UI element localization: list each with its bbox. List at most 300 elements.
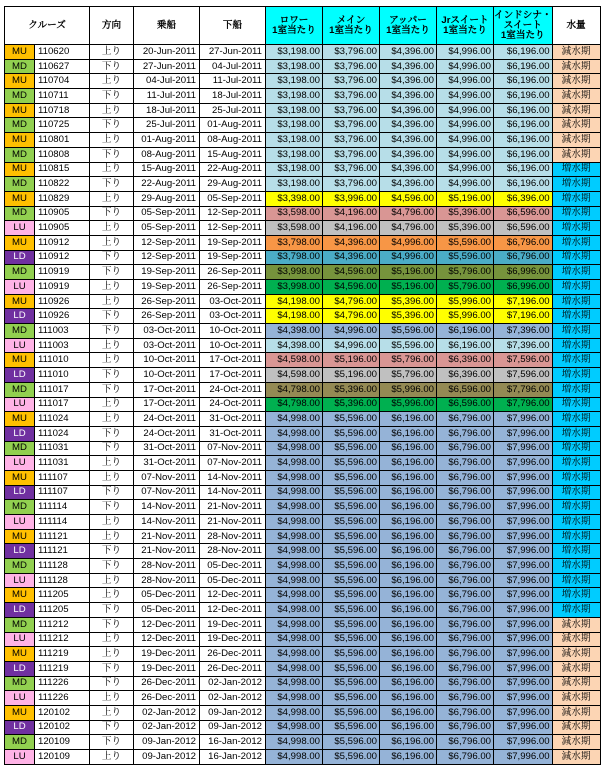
indochine-suite-price-cell: $7,796.00 <box>494 397 553 412</box>
direction-cell: 上り <box>90 456 134 471</box>
jr-suite-price-cell: $6,796.00 <box>437 485 494 500</box>
cruise-number-cell: 110919 <box>35 280 90 295</box>
direction-cell: 下り <box>90 661 134 676</box>
direction-cell: 下り <box>90 309 134 324</box>
lower-price-cell: $4,398.00 <box>266 324 323 339</box>
disembark-date-cell: 19-Sep-2011 <box>200 235 266 250</box>
upper-price-cell: $4,996.00 <box>380 235 437 250</box>
cruise-number-cell: 110808 <box>35 147 90 162</box>
upper-price-cell: $4,396.00 <box>380 118 437 133</box>
table-row <box>5 103 601 118</box>
main-price-cell: $5,596.00 <box>323 456 380 471</box>
direction-cell: 下り <box>90 177 134 192</box>
table-row <box>5 74 601 89</box>
lower-price-cell: $4,998.00 <box>266 426 323 441</box>
water-level-cell: 減水期 <box>552 133 600 148</box>
table-row <box>5 515 601 530</box>
boarding-date-cell: 26-Sep-2011 <box>134 309 200 324</box>
lower-price-cell: $4,598.00 <box>266 368 323 383</box>
indochine-suite-price-cell: $7,996.00 <box>494 426 553 441</box>
disembark-date-cell: 29-Aug-2011 <box>200 177 266 192</box>
disembark-date-cell: 25-Jul-2011 <box>200 103 266 118</box>
boarding-date-cell: 31-Oct-2011 <box>134 441 200 456</box>
table-row <box>5 544 601 559</box>
water-level-cell: 減水期 <box>552 676 600 691</box>
indochine-suite-price-cell: $6,196.00 <box>494 45 553 60</box>
cruise-code-cell: LU <box>5 691 35 706</box>
water-level-cell: 増水期 <box>552 177 600 192</box>
cruise-code-cell: MD <box>5 500 35 515</box>
upper-price-cell: $5,196.00 <box>380 265 437 280</box>
upper-price-cell: $4,396.00 <box>380 74 437 89</box>
table-row <box>5 632 601 647</box>
water-level-cell: 減水期 <box>552 750 600 765</box>
table-row <box>5 661 601 676</box>
cruise-number-cell: 110815 <box>35 162 90 177</box>
water-level-cell: 減水期 <box>552 632 600 647</box>
upper-price-cell: $4,396.00 <box>380 45 437 60</box>
upper-price-cell: $5,396.00 <box>380 309 437 324</box>
main-price-cell: $5,396.00 <box>323 397 380 412</box>
boarding-date-cell: 26-Sep-2011 <box>134 294 200 309</box>
cruise-code-cell: MD <box>5 206 35 221</box>
lower-price-cell: $4,598.00 <box>266 353 323 368</box>
disembark-date-cell: 05-Dec-2011 <box>200 573 266 588</box>
indochine-suite-price-cell: $6,196.00 <box>494 74 553 89</box>
indochine-suite-price-cell: $7,996.00 <box>494 529 553 544</box>
cruise-number-cell: 110926 <box>35 294 90 309</box>
indochine-suite-price-cell: $7,996.00 <box>494 661 553 676</box>
indochine-suite-price-cell: $6,996.00 <box>494 265 553 280</box>
boarding-date-cell: 08-Aug-2011 <box>134 147 200 162</box>
upper-price-cell: $6,196.00 <box>380 470 437 485</box>
jr-suite-price-cell: $6,196.00 <box>437 324 494 339</box>
water-level-cell: 増水期 <box>552 324 600 339</box>
upper-price-cell: $4,996.00 <box>380 250 437 265</box>
main-price-cell: $3,796.00 <box>323 133 380 148</box>
direction-cell: 下り <box>90 324 134 339</box>
lower-price-cell: $4,998.00 <box>266 735 323 750</box>
cruise-number-cell: 111010 <box>35 353 90 368</box>
cruise-number-cell: 111010 <box>35 368 90 383</box>
header-upper-price: アッパー 1室当たり <box>380 7 437 45</box>
lower-price-cell: $4,798.00 <box>266 382 323 397</box>
disembark-date-cell: 02-Jan-2012 <box>200 676 266 691</box>
boarding-date-cell: 05-Sep-2011 <box>134 221 200 236</box>
main-price-cell: $5,596.00 <box>323 647 380 662</box>
disembark-date-cell: 02-Jan-2012 <box>200 691 266 706</box>
jr-suite-price-cell: $6,796.00 <box>437 529 494 544</box>
jr-suite-price-cell: $6,396.00 <box>437 353 494 368</box>
jr-suite-price-cell: $5,396.00 <box>437 206 494 221</box>
main-price-cell: $5,396.00 <box>323 382 380 397</box>
boarding-date-cell: 28-Nov-2011 <box>134 559 200 574</box>
disembark-date-cell: 12-Dec-2011 <box>200 603 266 618</box>
upper-price-cell: $4,396.00 <box>380 133 437 148</box>
upper-price-cell: $6,196.00 <box>380 632 437 647</box>
jr-suite-price-cell: $4,996.00 <box>437 147 494 162</box>
main-price-cell: $5,596.00 <box>323 691 380 706</box>
direction-cell: 上り <box>90 353 134 368</box>
main-price-cell: $5,596.00 <box>323 588 380 603</box>
upper-price-cell: $5,796.00 <box>380 368 437 383</box>
cruise-code-cell: MU <box>5 191 35 206</box>
lower-price-cell: $4,998.00 <box>266 617 323 632</box>
water-level-cell: 増水期 <box>552 221 600 236</box>
upper-price-cell: $6,196.00 <box>380 412 437 427</box>
boarding-date-cell: 10-Oct-2011 <box>134 368 200 383</box>
cruise-number-cell: 111128 <box>35 573 90 588</box>
lower-price-cell: $4,998.00 <box>266 470 323 485</box>
indochine-suite-price-cell: $6,196.00 <box>494 103 553 118</box>
water-level-cell: 増水期 <box>552 250 600 265</box>
main-price-cell: $5,596.00 <box>323 544 380 559</box>
indochine-suite-price-cell: $7,996.00 <box>494 647 553 662</box>
cruise-code-cell: MU <box>5 235 35 250</box>
boarding-date-cell: 28-Nov-2011 <box>134 573 200 588</box>
boarding-date-cell: 17-Oct-2011 <box>134 382 200 397</box>
direction-cell: 下り <box>90 250 134 265</box>
table-row <box>5 206 601 221</box>
indochine-suite-price-cell: $7,396.00 <box>494 324 553 339</box>
cruise-code-cell: LD <box>5 426 35 441</box>
main-price-cell: $5,596.00 <box>323 573 380 588</box>
main-price-cell: $3,996.00 <box>323 191 380 206</box>
cruise-number-cell: 111121 <box>35 529 90 544</box>
disembark-date-cell: 12-Sep-2011 <box>200 206 266 221</box>
cruise-number-cell: 111114 <box>35 515 90 530</box>
disembark-date-cell: 19-Dec-2011 <box>200 632 266 647</box>
main-price-cell: $5,196.00 <box>323 353 380 368</box>
cruise-number-cell: 111114 <box>35 500 90 515</box>
disembark-date-cell: 31-Oct-2011 <box>200 412 266 427</box>
cruise-code-cell: MU <box>5 353 35 368</box>
main-price-cell: $4,596.00 <box>323 280 380 295</box>
direction-cell: 上り <box>90 338 134 353</box>
direction-cell: 下り <box>90 382 134 397</box>
upper-price-cell: $6,196.00 <box>380 485 437 500</box>
upper-price-cell: $4,396.00 <box>380 89 437 104</box>
upper-price-cell: $6,196.00 <box>380 735 437 750</box>
main-price-cell: $3,796.00 <box>323 147 380 162</box>
indochine-suite-price-cell: $7,996.00 <box>494 750 553 765</box>
lower-price-cell: $3,198.00 <box>266 74 323 89</box>
disembark-date-cell: 24-Oct-2011 <box>200 382 266 397</box>
cruise-code-cell: MU <box>5 470 35 485</box>
water-level-cell: 増水期 <box>552 573 600 588</box>
main-price-cell: $5,596.00 <box>323 705 380 720</box>
jr-suite-price-cell: $6,796.00 <box>437 720 494 735</box>
water-level-cell: 増水期 <box>552 500 600 515</box>
direction-cell: 上り <box>90 588 134 603</box>
jr-suite-price-cell: $6,796.00 <box>437 544 494 559</box>
jr-suite-price-cell: $6,796.00 <box>437 676 494 691</box>
indochine-suite-price-cell: $6,196.00 <box>494 147 553 162</box>
table-row <box>5 573 601 588</box>
indochine-suite-price-cell: $6,396.00 <box>494 191 553 206</box>
upper-price-cell: $4,396.00 <box>380 162 437 177</box>
indochine-suite-price-cell: $7,596.00 <box>494 368 553 383</box>
upper-price-cell: $4,396.00 <box>380 103 437 118</box>
direction-cell: 下り <box>90 426 134 441</box>
indochine-suite-price-cell: $6,796.00 <box>494 235 553 250</box>
jr-suite-price-cell: $4,996.00 <box>437 74 494 89</box>
direction-cell: 下り <box>90 617 134 632</box>
boarding-date-cell: 31-Oct-2011 <box>134 456 200 471</box>
upper-price-cell: $5,196.00 <box>380 280 437 295</box>
cruise-code-cell: LD <box>5 544 35 559</box>
water-level-cell: 減水期 <box>552 661 600 676</box>
main-price-cell: $3,796.00 <box>323 59 380 74</box>
direction-cell: 下り <box>90 206 134 221</box>
main-price-cell: $3,796.00 <box>323 74 380 89</box>
table-row <box>5 750 601 765</box>
boarding-date-cell: 03-Oct-2011 <box>134 324 200 339</box>
indochine-suite-price-cell: $6,596.00 <box>494 221 553 236</box>
indochine-suite-price-cell: $7,996.00 <box>494 603 553 618</box>
header-lower-price: ロワー 1室当たり <box>266 7 323 45</box>
table-row <box>5 265 601 280</box>
indochine-suite-price-cell: $7,996.00 <box>494 470 553 485</box>
cruise-code-cell: MD <box>5 559 35 574</box>
main-price-cell: $5,596.00 <box>323 603 380 618</box>
cruise-code-cell: MU <box>5 705 35 720</box>
boarding-date-cell: 19-Sep-2011 <box>134 280 200 295</box>
cruise-number-cell: 110704 <box>35 74 90 89</box>
cruise-number-cell: 111031 <box>35 456 90 471</box>
jr-suite-price-cell: $6,796.00 <box>437 750 494 765</box>
upper-price-cell: $6,196.00 <box>380 529 437 544</box>
disembark-date-cell: 21-Nov-2011 <box>200 500 266 515</box>
indochine-suite-price-cell: $7,196.00 <box>494 294 553 309</box>
cruise-code-cell: LD <box>5 720 35 735</box>
indochine-suite-price-cell: $7,996.00 <box>494 676 553 691</box>
boarding-date-cell: 07-Nov-2011 <box>134 485 200 500</box>
main-price-cell: $4,396.00 <box>323 235 380 250</box>
main-price-cell: $5,596.00 <box>323 720 380 735</box>
upper-price-cell: $6,196.00 <box>380 500 437 515</box>
boarding-date-cell: 12-Dec-2011 <box>134 617 200 632</box>
main-price-cell: $5,596.00 <box>323 750 380 765</box>
header-disembark: 下船 <box>200 7 266 45</box>
cruise-code-cell: LD <box>5 309 35 324</box>
boarding-date-cell: 04-Jul-2011 <box>134 74 200 89</box>
direction-cell: 上り <box>90 45 134 60</box>
lower-price-cell: $4,998.00 <box>266 632 323 647</box>
direction-cell: 上り <box>90 191 134 206</box>
direction-cell: 下り <box>90 544 134 559</box>
boarding-date-cell: 12-Sep-2011 <box>134 235 200 250</box>
water-level-cell: 増水期 <box>552 162 600 177</box>
cruise-code-cell: MU <box>5 162 35 177</box>
lower-price-cell: $3,198.00 <box>266 45 323 60</box>
table-row <box>5 324 601 339</box>
direction-cell: 下り <box>90 441 134 456</box>
cruise-code-cell: MU <box>5 529 35 544</box>
disembark-date-cell: 24-Oct-2011 <box>200 397 266 412</box>
cruise-number-cell: 110822 <box>35 177 90 192</box>
main-price-cell: $4,196.00 <box>323 221 380 236</box>
disembark-date-cell: 05-Dec-2011 <box>200 559 266 574</box>
cruise-number-cell: 111128 <box>35 559 90 574</box>
jr-suite-price-cell: $4,996.00 <box>437 89 494 104</box>
direction-cell: 下り <box>90 500 134 515</box>
cruise-number-cell: 110801 <box>35 133 90 148</box>
lower-price-cell: $3,198.00 <box>266 59 323 74</box>
cruise-number-cell: 120109 <box>35 750 90 765</box>
lower-price-cell: $3,598.00 <box>266 206 323 221</box>
table-row <box>5 647 601 662</box>
table-row <box>5 735 601 750</box>
water-level-cell: 減水期 <box>552 147 600 162</box>
table-row <box>5 147 601 162</box>
direction-cell: 上り <box>90 74 134 89</box>
table-row <box>5 89 601 104</box>
jr-suite-price-cell: $6,796.00 <box>437 441 494 456</box>
boarding-date-cell: 09-Jan-2012 <box>134 735 200 750</box>
header-indochine-suite-price: インドシナ・ スイート 1室当たり <box>494 7 553 45</box>
table-row <box>5 368 601 383</box>
cruise-code-cell: MU <box>5 412 35 427</box>
table-row <box>5 59 601 74</box>
jr-suite-price-cell: $4,996.00 <box>437 133 494 148</box>
direction-cell: 上り <box>90 470 134 485</box>
table-row <box>5 294 601 309</box>
indochine-suite-price-cell: $7,996.00 <box>494 544 553 559</box>
table-body <box>5 45 601 765</box>
jr-suite-price-cell: $5,996.00 <box>437 309 494 324</box>
boarding-date-cell: 11-Jul-2011 <box>134 89 200 104</box>
lower-price-cell: $4,998.00 <box>266 720 323 735</box>
table-row <box>5 133 601 148</box>
cruise-code-cell: LD <box>5 368 35 383</box>
upper-price-cell: $5,996.00 <box>380 397 437 412</box>
lower-price-cell: $3,398.00 <box>266 191 323 206</box>
main-price-cell: $5,596.00 <box>323 676 380 691</box>
header-row <box>5 7 601 45</box>
table-row <box>5 162 601 177</box>
cruise-code-cell: LU <box>5 573 35 588</box>
lower-price-cell: $3,598.00 <box>266 221 323 236</box>
indochine-suite-price-cell: $7,996.00 <box>494 617 553 632</box>
indochine-suite-price-cell: $6,196.00 <box>494 133 553 148</box>
water-level-cell: 増水期 <box>552 191 600 206</box>
cruise-number-cell: 111107 <box>35 470 90 485</box>
cruise-code-cell: LU <box>5 338 35 353</box>
lower-price-cell: $4,998.00 <box>266 676 323 691</box>
indochine-suite-price-cell: $7,996.00 <box>494 485 553 500</box>
main-price-cell: $5,596.00 <box>323 485 380 500</box>
upper-price-cell: $5,596.00 <box>380 338 437 353</box>
lower-price-cell: $4,998.00 <box>266 529 323 544</box>
lower-price-cell: $4,998.00 <box>266 441 323 456</box>
disembark-date-cell: 16-Jan-2012 <box>200 750 266 765</box>
upper-price-cell: $4,796.00 <box>380 221 437 236</box>
lower-price-cell: $4,198.00 <box>266 309 323 324</box>
table-row <box>5 617 601 632</box>
cruise-code-cell: MD <box>5 676 35 691</box>
water-level-cell: 増水期 <box>552 206 600 221</box>
cruise-code-cell: LU <box>5 221 35 236</box>
lower-price-cell: $3,998.00 <box>266 265 323 280</box>
direction-cell: 上り <box>90 397 134 412</box>
indochine-suite-price-cell: $6,196.00 <box>494 177 553 192</box>
lower-price-cell: $4,998.00 <box>266 573 323 588</box>
direction-cell: 上り <box>90 294 134 309</box>
disembark-date-cell: 17-Oct-2011 <box>200 353 266 368</box>
upper-price-cell: $6,196.00 <box>380 705 437 720</box>
lower-price-cell: $3,198.00 <box>266 162 323 177</box>
boarding-date-cell: 15-Aug-2011 <box>134 162 200 177</box>
main-price-cell: $5,596.00 <box>323 426 380 441</box>
table-row <box>5 441 601 456</box>
boarding-date-cell: 21-Nov-2011 <box>134 544 200 559</box>
water-level-cell: 増水期 <box>552 441 600 456</box>
cruise-code-cell: MU <box>5 103 35 118</box>
jr-suite-price-cell: $5,796.00 <box>437 280 494 295</box>
boarding-date-cell: 14-Nov-2011 <box>134 515 200 530</box>
cruise-number-cell: 111226 <box>35 691 90 706</box>
cruise-number-cell: 110627 <box>35 59 90 74</box>
direction-cell: 下り <box>90 676 134 691</box>
upper-price-cell: $6,196.00 <box>380 426 437 441</box>
disembark-date-cell: 07-Nov-2011 <box>200 456 266 471</box>
cruise-code-cell: MD <box>5 441 35 456</box>
disembark-date-cell: 14-Nov-2011 <box>200 485 266 500</box>
cruise-code-cell: MD <box>5 617 35 632</box>
direction-cell: 上り <box>90 750 134 765</box>
table-row <box>5 456 601 471</box>
jr-suite-price-cell: $5,196.00 <box>437 191 494 206</box>
jr-suite-price-cell: $6,796.00 <box>437 515 494 530</box>
water-level-cell: 増水期 <box>552 265 600 280</box>
table-row <box>5 177 601 192</box>
table-row <box>5 338 601 353</box>
direction-cell: 上り <box>90 103 134 118</box>
cruise-price-sheet <box>4 6 601 765</box>
indochine-suite-price-cell: $6,796.00 <box>494 250 553 265</box>
cruise-number-cell: 111219 <box>35 647 90 662</box>
lower-price-cell: $4,998.00 <box>266 500 323 515</box>
main-price-cell: $5,596.00 <box>323 617 380 632</box>
disembark-date-cell: 26-Dec-2011 <box>200 647 266 662</box>
jr-suite-price-cell: $6,396.00 <box>437 368 494 383</box>
boarding-date-cell: 18-Jul-2011 <box>134 103 200 118</box>
boarding-date-cell: 25-Jul-2011 <box>134 118 200 133</box>
table-row <box>5 250 601 265</box>
indochine-suite-price-cell: $7,196.00 <box>494 309 553 324</box>
lower-price-cell: $3,798.00 <box>266 235 323 250</box>
cruise-number-cell: 120102 <box>35 705 90 720</box>
upper-price-cell: $6,196.00 <box>380 573 437 588</box>
water-level-cell: 増水期 <box>552 529 600 544</box>
jr-suite-price-cell: $6,796.00 <box>437 603 494 618</box>
main-price-cell: $3,796.00 <box>323 89 380 104</box>
disembark-date-cell: 21-Nov-2011 <box>200 515 266 530</box>
indochine-suite-price-cell: $7,996.00 <box>494 705 553 720</box>
lower-price-cell: $4,998.00 <box>266 559 323 574</box>
header-water-level: 水量 <box>552 7 600 45</box>
jr-suite-price-cell: $4,996.00 <box>437 177 494 192</box>
cruise-number-cell: 111212 <box>35 617 90 632</box>
cruise-code-cell: LD <box>5 250 35 265</box>
cruise-number-cell: 111003 <box>35 324 90 339</box>
direction-cell: 下り <box>90 265 134 280</box>
water-level-cell: 減水期 <box>552 617 600 632</box>
disembark-date-cell: 17-Oct-2011 <box>200 368 266 383</box>
cruise-number-cell: 110905 <box>35 221 90 236</box>
cruise-number-cell: 111205 <box>35 588 90 603</box>
